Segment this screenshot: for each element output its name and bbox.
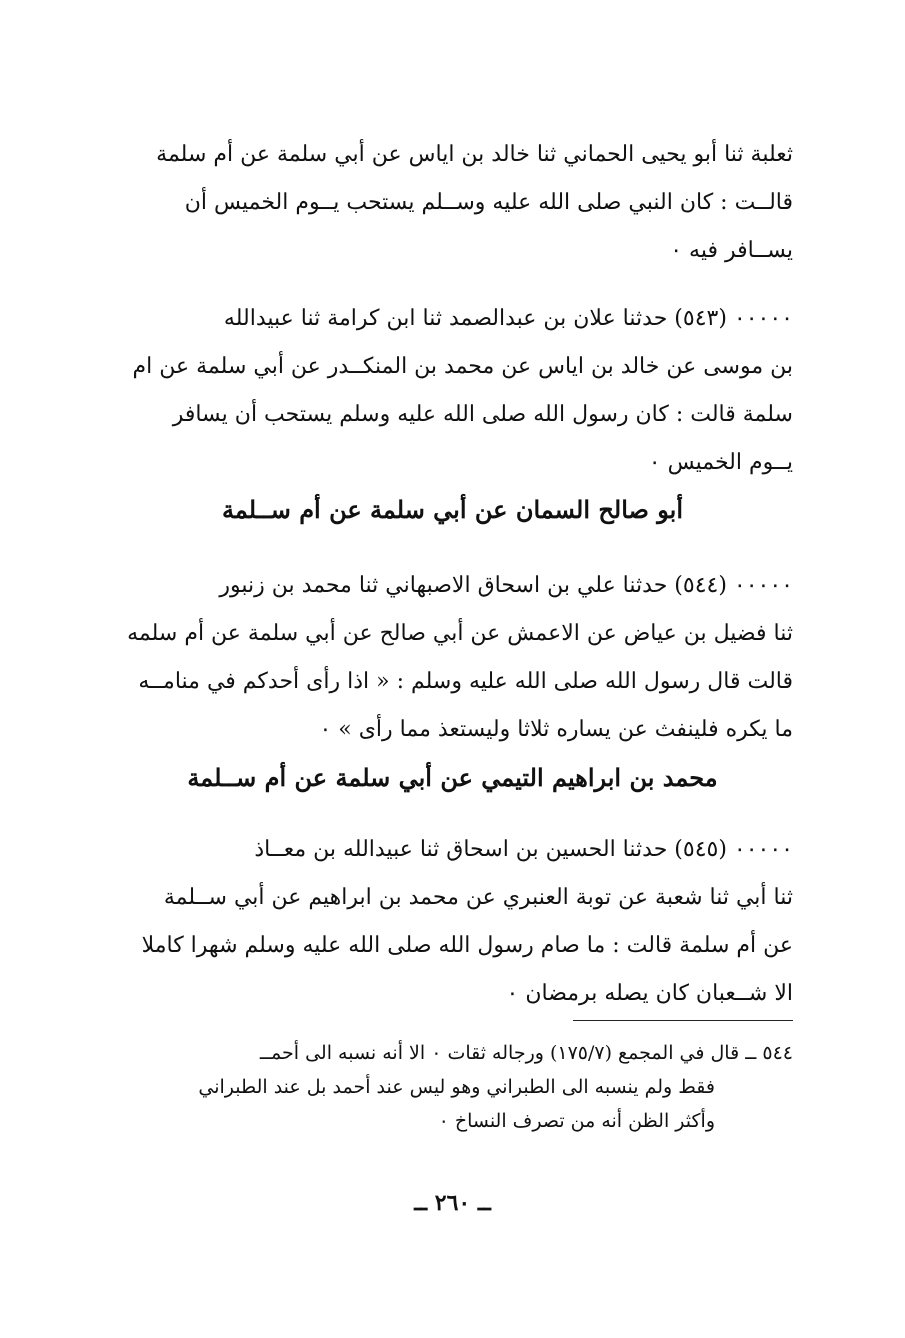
footnote-line: فقط ولم ينسبه الى الطبراني وهو ليس عند أحمد بل عند الطبراني xyxy=(198,1076,715,1098)
text-line: ما يكره فلينفث عن يساره ثلاثا وليستعذ مما رأى » ٠ xyxy=(319,717,793,742)
section-heading: محمد بن ابراهيم التيمي عن أبي سلمة عن أم ســلمة xyxy=(187,763,718,792)
text-line: ثنا فضيل بن عياض عن الاعمش عن أبي صالح عن أبي سلمة عن أم سلمه xyxy=(127,621,793,646)
text-line: ٠٠٠٠٠ (٥٤٤) حدثنا علي بن اسحاق الاصبهاني ثنا محمد بن زنبور xyxy=(219,573,793,598)
text-line: يســافر فيه ٠ xyxy=(670,238,793,263)
text-line: الا شــعبان كان يصله برمضان ٠ xyxy=(506,981,793,1006)
text-line: قالت قال رسول الله صلى الله عليه وسلم : « اذا رأى أحدكم في منامــه xyxy=(138,669,793,694)
footnote-divider xyxy=(573,1020,793,1021)
hadith-544 xyxy=(103,562,793,754)
text-line: ٠٠٠٠٠ (٥٤٥) حدثنا الحسين بن اسحاق ثنا عبيدالله بن معــاذ xyxy=(254,837,793,862)
text-line: ثعلبة ثنا أبو يحيى الحماني ثنا خالد بن اياس عن أبي سلمة عن أم سلمة xyxy=(156,142,793,167)
text-line: ٠٠٠٠٠ (٥٤٣) حدثنا علان بن عبدالصمد ثنا ابن كرامة ثنا عبيدالله xyxy=(223,306,793,331)
hadith-543 xyxy=(103,295,793,487)
text-line: يــوم الخميس ٠ xyxy=(648,450,793,475)
footnote xyxy=(93,1036,793,1138)
text-line: قالــت : كان النبي صلى الله عليه وســلم يستحب يــوم الخميس أن xyxy=(184,190,793,215)
hadith-545 xyxy=(103,826,793,1018)
section-heading: أبو صالح السمان عن أبي سلمة عن أم ســلمة xyxy=(221,495,683,524)
page-number: ــ ٢٦٠ ــ xyxy=(414,1190,491,1216)
text-line: عن أم سلمة قالت : ما صام رسول الله صلى الله عليه وسلم شهرا كاملا xyxy=(141,933,793,958)
paragraph-continued xyxy=(103,131,793,275)
text-line: بن موسى عن خالد بن اياس عن محمد بن المنكــدر عن أبي سلمة عن ام xyxy=(132,354,793,379)
text-line: ثنا أبي ثنا شعبة عن توبة العنبري عن محمد بن ابراهيم عن أبي ســلمة xyxy=(163,885,793,910)
footnote-line: وأكثر الظن أنه من تصرف النساخ ٠ xyxy=(438,1110,715,1132)
footnote-line: ٥٤٤ ــ قال في المجمع (١٧٥/٧) ورجاله ثقات ٠ الا أنه نسبه الى أحمــ xyxy=(259,1042,793,1064)
text-line: سلمة قالت : كان رسول الله صلى الله عليه وسلم يستحب أن يسافر xyxy=(172,402,793,427)
